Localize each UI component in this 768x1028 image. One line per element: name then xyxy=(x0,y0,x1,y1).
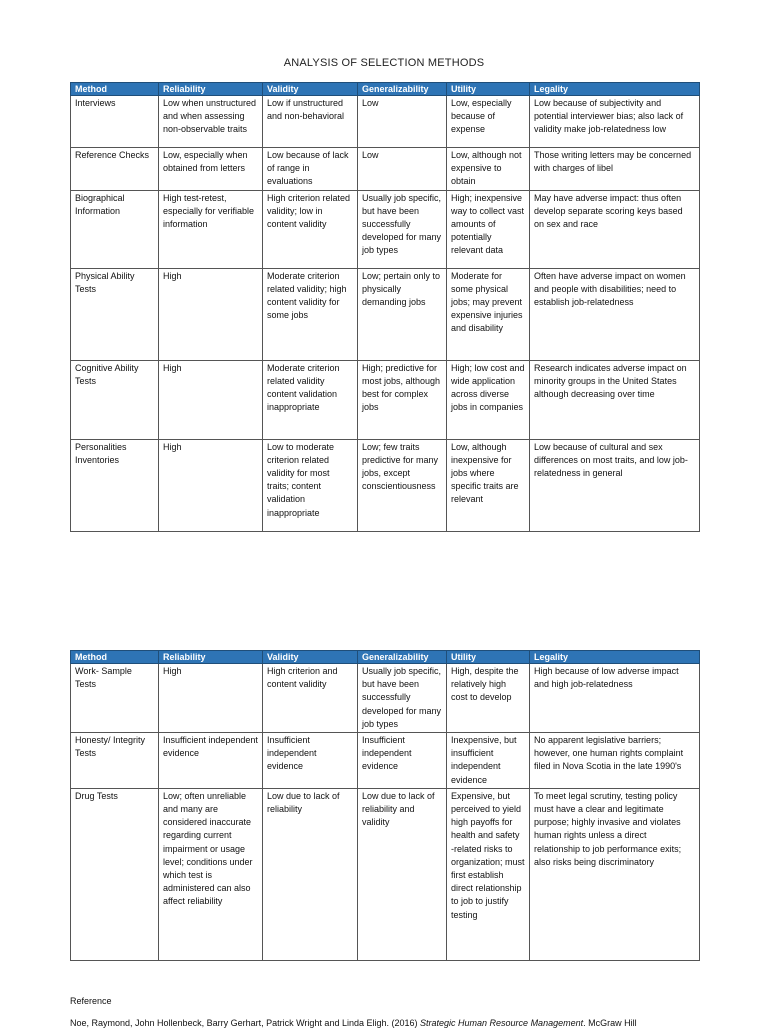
header-utility: Utility xyxy=(447,83,530,96)
cell-validity: Low because of lack of range in evaluations xyxy=(263,148,358,191)
cell-utility: Expensive, but perceived to yield high payoffs for health and safety -related risks to organization; must first establish direct relationship to job to justify testing xyxy=(447,788,530,960)
cell-validity: Low due to lack of reliability xyxy=(263,788,358,960)
citation-authors: Noe, Raymond, John Hollenbeck, Barry Gerhart, Patrick Wright and Linda Eligh. (2016) xyxy=(70,1018,421,1028)
header-method: Method xyxy=(71,651,159,664)
cell-generalizability: Usually job specific, but have been successfully developed for many job types xyxy=(358,190,447,268)
cell-utility: Moderate for some physical jobs; may prevent expensive injuries and disability xyxy=(447,268,530,360)
cell-method: Drug Tests xyxy=(71,788,159,960)
cell-method: Reference Checks xyxy=(71,148,159,191)
selection-methods-table-1 xyxy=(70,82,700,532)
cell-method: Work- Sample Tests xyxy=(71,664,159,733)
citation-book-title: Strategic Human Resource Management xyxy=(420,1018,584,1028)
header-method: Method xyxy=(71,83,159,96)
document-title: ANALYSIS OF SELECTION METHODS xyxy=(283,57,485,69)
citation-publisher: . McGraw Hill xyxy=(583,1018,637,1028)
cell-reliability: High xyxy=(159,439,263,531)
cell-generalizability: Insufficient independent evidence xyxy=(358,733,447,789)
cell-validity: Low if unstructured and non-behavioral xyxy=(263,96,358,148)
header-legality: Legality xyxy=(530,651,700,664)
cell-generalizability: Low xyxy=(358,96,447,148)
table-header-row xyxy=(71,83,700,96)
cell-utility: Low, although inexpensive for jobs where specific traits are relevant xyxy=(447,439,530,531)
cell-legality: High because of low adverse impact and high job-relatedness xyxy=(530,664,700,733)
cell-legality: Low because of subjectivity and potential interviewer bias; also lack of validity make job-relatedness low xyxy=(530,96,700,148)
cell-generalizability: Usually job specific, but have been successfully developed for many job types xyxy=(358,664,447,733)
cell-utility: High, despite the relatively high cost to develop xyxy=(447,664,530,733)
cell-generalizability: High; predictive for most jobs, although best for complex jobs xyxy=(358,360,447,439)
header-reliability: Reliability xyxy=(159,83,263,96)
table-row xyxy=(71,664,700,733)
selection-methods-table-2 xyxy=(70,650,700,961)
cell-reliability: Low, especially when obtained from letters xyxy=(159,148,263,191)
table-row xyxy=(71,268,700,360)
table-row xyxy=(71,439,700,531)
cell-validity: Moderate criterion related validity; high content validity for some jobs xyxy=(263,268,358,360)
cell-legality: No apparent legislative barriers; however, one human rights complaint filed in Nova Scotia in the late 1990's xyxy=(530,733,700,789)
cell-legality: Low because of cultural and sex differences on most traits, and low job-relatedness in general xyxy=(530,439,700,531)
table-row xyxy=(71,96,700,148)
cell-validity: Low to moderate criterion related validity for most traits; content validation inappropriate xyxy=(263,439,358,531)
cell-generalizability: Low; few traits predictive for many jobs, except conscientiousness xyxy=(358,439,447,531)
cell-legality: May have adverse impact: thus often develop separate scoring keys based on sex and race xyxy=(530,190,700,268)
table-row xyxy=(71,148,700,191)
header-legality: Legality xyxy=(530,83,700,96)
table-row xyxy=(71,190,700,268)
table-header-row xyxy=(71,651,700,664)
cell-method: Personalities Inventories xyxy=(71,439,159,531)
cell-generalizability: Low due to lack of reliability and validity xyxy=(358,788,447,960)
cell-legality: To meet legal scrutiny, testing policy must have a clear and legitimate purpose; highly invasive and violates human rights unless a direct relationship to job performance exits; also risks being discriminatory xyxy=(530,788,700,960)
cell-validity: High criterion related validity; low in content validity xyxy=(263,190,358,268)
cell-reliability: High xyxy=(159,664,263,733)
cell-method: Interviews xyxy=(71,96,159,148)
cell-reliability: High test-retest, especially for verifiable information xyxy=(159,190,263,268)
cell-method: Biographical Information xyxy=(71,190,159,268)
reference-citation xyxy=(70,1018,710,1028)
cell-reliability: Low when unstructured and when assessing non-observable traits xyxy=(159,96,263,148)
header-reliability: Reliability xyxy=(159,651,263,664)
cell-legality: Often have adverse impact on women and people with disabilities; need to establish job-relatedness xyxy=(530,268,700,360)
cell-reliability: Low; often unreliable and many are considered inaccurate regarding current impairment or usage level; conditions under which test is administered can also affect reliability xyxy=(159,788,263,960)
cell-utility: High; low cost and wide application across diverse jobs in companies xyxy=(447,360,530,439)
cell-validity: High criterion and content validity xyxy=(263,664,358,733)
cell-method: Cognitive Ability Tests xyxy=(71,360,159,439)
cell-method: Physical Ability Tests xyxy=(71,268,159,360)
reference-label: Reference xyxy=(70,996,112,1006)
table-row xyxy=(71,733,700,789)
cell-utility: High; inexpensive way to collect vast amounts of potentially relevant data xyxy=(447,190,530,268)
header-validity: Validity xyxy=(263,83,358,96)
cell-reliability: High xyxy=(159,268,263,360)
cell-method: Honesty/ Integrity Tests xyxy=(71,733,159,789)
cell-legality: Those writing letters may be concerned with charges of libel xyxy=(530,148,700,191)
table-row xyxy=(71,788,700,960)
cell-validity: Insufficient independent evidence xyxy=(263,733,358,789)
cell-generalizability: Low; pertain only to physically demanding jobs xyxy=(358,268,447,360)
cell-validity: Moderate criterion related validity content validation inappropriate xyxy=(263,360,358,439)
header-generalizability: Generalizability xyxy=(358,651,447,664)
cell-reliability: Insufficient independent evidence xyxy=(159,733,263,789)
cell-generalizability: Low xyxy=(358,148,447,191)
header-validity: Validity xyxy=(263,651,358,664)
cell-legality: Research indicates adverse impact on minority groups in the United States although decreasing over time xyxy=(530,360,700,439)
cell-reliability: High xyxy=(159,360,263,439)
header-generalizability: Generalizability xyxy=(358,83,447,96)
cell-utility: Low, although not expensive to obtain xyxy=(447,148,530,191)
cell-utility: Low, especially because of expense xyxy=(447,96,530,148)
table-row xyxy=(71,360,700,439)
cell-utility: Inexpensive, but insufficient independent evidence xyxy=(447,733,530,789)
header-utility: Utility xyxy=(447,651,530,664)
